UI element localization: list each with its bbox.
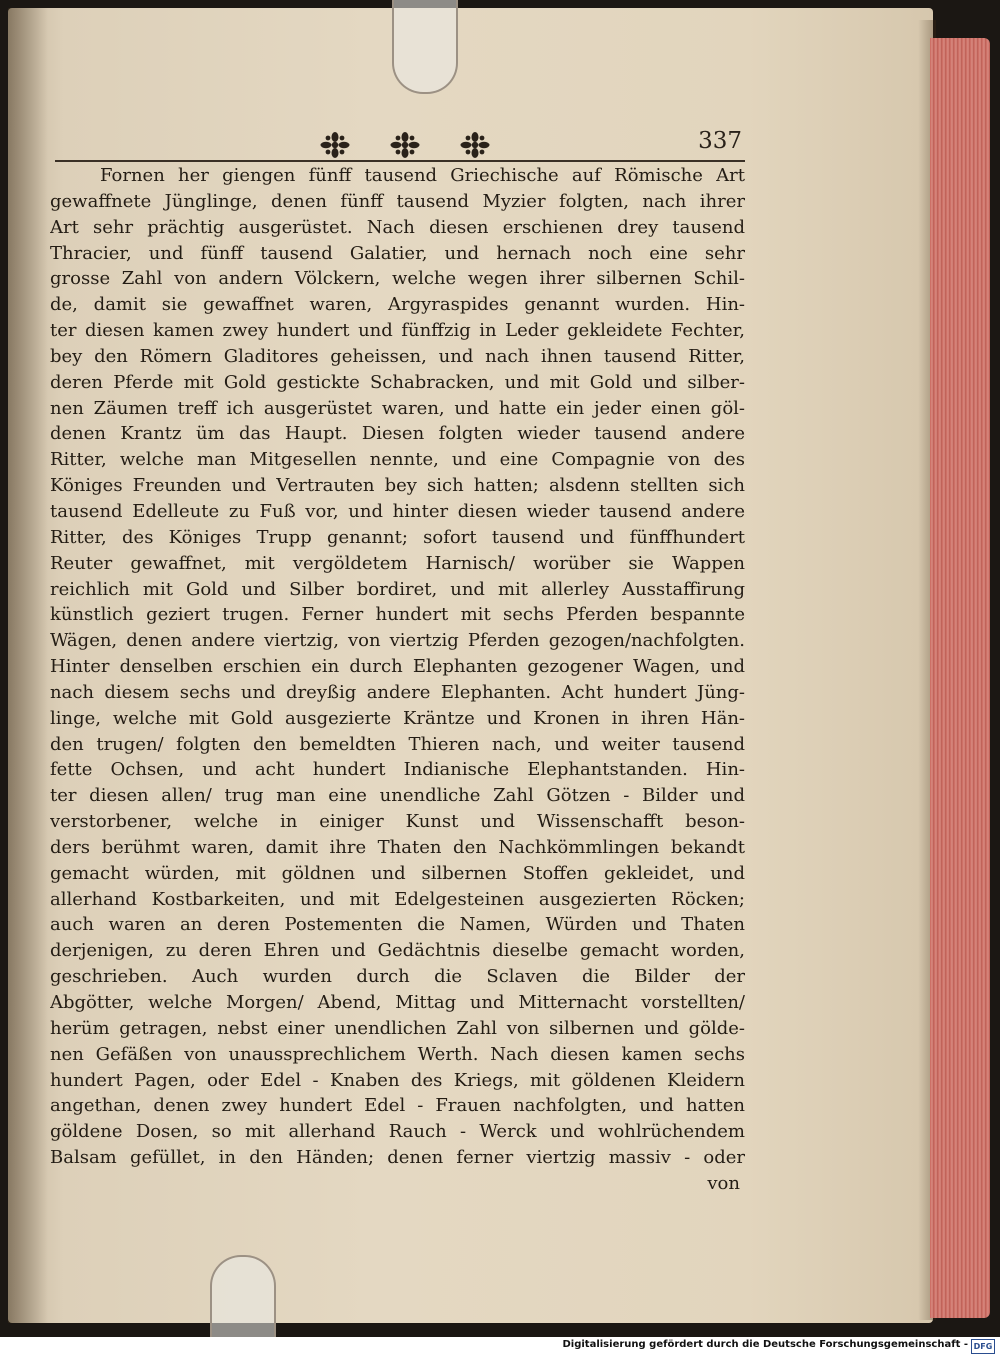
ornament-flower-icon	[390, 131, 420, 159]
text-line: Fornen her giengen fünff tausend Griechische auf Römische Art	[100, 165, 745, 186]
text-line: herüm getragen, nebst einer unendlichen Zahl von silbernen und gölde-	[50, 1017, 745, 1039]
text-line: geschrieben. Auch wurden durch die Sclaven die Bilder der	[50, 966, 745, 988]
gutter-shadow	[8, 8, 48, 1323]
text-line: Ritter, welche man Mitgesellen nennte, und eine Compagnie von des	[50, 449, 745, 471]
dfg-logo: DFG	[971, 1339, 995, 1354]
text-line: Hinter denselben erschien ein durch Elephanten gezogener Wagen, und	[50, 656, 745, 678]
text-line: tausend Edelleute zu Fuß vor, und hinter diesen wieder tausend andere	[50, 500, 745, 522]
text-line: bey den Römern Gladitores geheissen, und nach ihnen tausend Ritter,	[50, 345, 745, 367]
header-ornaments	[320, 130, 490, 160]
top-page-clip	[392, 0, 458, 94]
text-line: Wägen, denen andere viertzig, von viertzig Pferden gezogen/nachfolgten.	[50, 630, 745, 652]
bottom-page-clip	[210, 1255, 276, 1337]
text-line: hundert Pagen, oder Edel - Knaben des Kriegs, mit göldenen Kleidern	[50, 1069, 745, 1091]
text-line: deren Pferde mit Gold gestickte Schabracken, und mit Gold und silber-	[50, 371, 745, 393]
text-line: Art sehr prächtig ausgerüstet. Nach diesen erschienen drey tausend	[50, 216, 745, 238]
ornament-flower-icon	[320, 131, 350, 159]
page-body-text	[50, 163, 745, 1197]
text-line: ders berühmt waren, damit ihre Thaten den Nachkömmlingen bekandt	[50, 836, 745, 858]
text-line: gemacht würden, mit göldnen und silbernen Stoffen gekleidet, und	[50, 862, 745, 884]
text-line: angethan, denen zwey hundert Edel - Frauen nachfolgten, und hatten	[50, 1095, 745, 1117]
text-line: Abgötter, welche Morgen/ Abend, Mittag und Mitternacht vorstellten/	[50, 992, 745, 1013]
text-line: gewaffnete Jünglinge, denen fünff tausend Myzier folgten, nach ihrer	[50, 190, 745, 212]
text-line: verstorbener, welche in einiger Kunst und Wissenschafft beson-	[50, 811, 745, 833]
text-line: ter diesen allen/ trug man eine unendliche Zahl Götzen - Bilder und	[50, 785, 745, 807]
text-line: göldene Dosen, so mit allerhand Rauch - Werck und wohlrüchendem	[50, 1121, 745, 1143]
text-line: Ritter, des Königes Trupp genannt; sofort tausend und fünffhundert	[50, 526, 745, 548]
text-line: denen Krantz üm das Haupt. Diesen folgten wieder tausend andere	[50, 423, 745, 445]
funding-note: Digitalisierung gefördert durch die Deutsche Forschungsgemeinschaft -	[562, 1339, 968, 1350]
text-line: Reuter gewaffnet, mit vergöldetem Harnisch/ worüber sie Wappen	[50, 552, 745, 574]
text-line: nen Zäumen treff ich ausgerüstet waren, und hatte ein jeder einen göl-	[50, 397, 745, 419]
text-line: ter diesen kamen zwey hundert und fünffzig in Leder gekleidete Fechter,	[50, 320, 745, 342]
red-page-edges	[930, 38, 990, 1318]
page-number: 337	[698, 128, 742, 154]
text-line: derjenigen, zu deren Ehren und Gedächtnis dieselbe gemacht worden,	[50, 940, 745, 962]
header-rule	[55, 160, 745, 162]
text-line: den trugen/ folgten den bemeldten Thieren nach, und weiter tausend	[50, 733, 745, 755]
catchword: von	[707, 1172, 740, 1194]
text-line: auch waren an deren Postementen die Namen, Würden und Thaten	[50, 914, 745, 936]
text-line: Balsam gefüllet, in den Händen; denen ferner viertzig massiv - oder	[50, 1147, 745, 1169]
text-line: de, damit sie gewaffnet waren, Argyraspides genannt wurden. Hin-	[50, 294, 745, 316]
ornament-flower-icon	[460, 131, 490, 159]
text-line: fette Ochsen, und acht hundert Indianische Elephantstanden. Hin-	[50, 759, 745, 781]
text-line: reichlich mit Gold und Silber bordiret, und mit allerley Ausstaffirung	[50, 578, 745, 600]
text-line: Thracier, und fünff tausend Galatier, und hernach noch eine sehr	[50, 242, 745, 264]
text-line: allerhand Kostbarkeiten, und mit Edelgesteinen ausgezierten Röcken;	[50, 888, 745, 910]
text-line: grosse Zahl von andern Völckern, welche wegen ihrer silbernen Schil-	[50, 268, 745, 290]
text-line: nach diesem sechs und dreyßig andere Elephanten. Acht hundert Jüng-	[50, 681, 745, 703]
text-line: Königes Freunden und Vertrauten bey sich hatten; alsdenn stellten sich	[50, 475, 745, 497]
text-line: künstlich geziert trugen. Ferner hundert mit sechs Pferden bespannte	[50, 604, 745, 626]
text-line: nen Gefäßen von unaussprechlichem Werth. Nach diesen kamen sechs	[50, 1043, 745, 1065]
text-line: linge, welche mit Gold ausgezierte Kräntze und Kronen in ihren Hän-	[50, 707, 745, 729]
